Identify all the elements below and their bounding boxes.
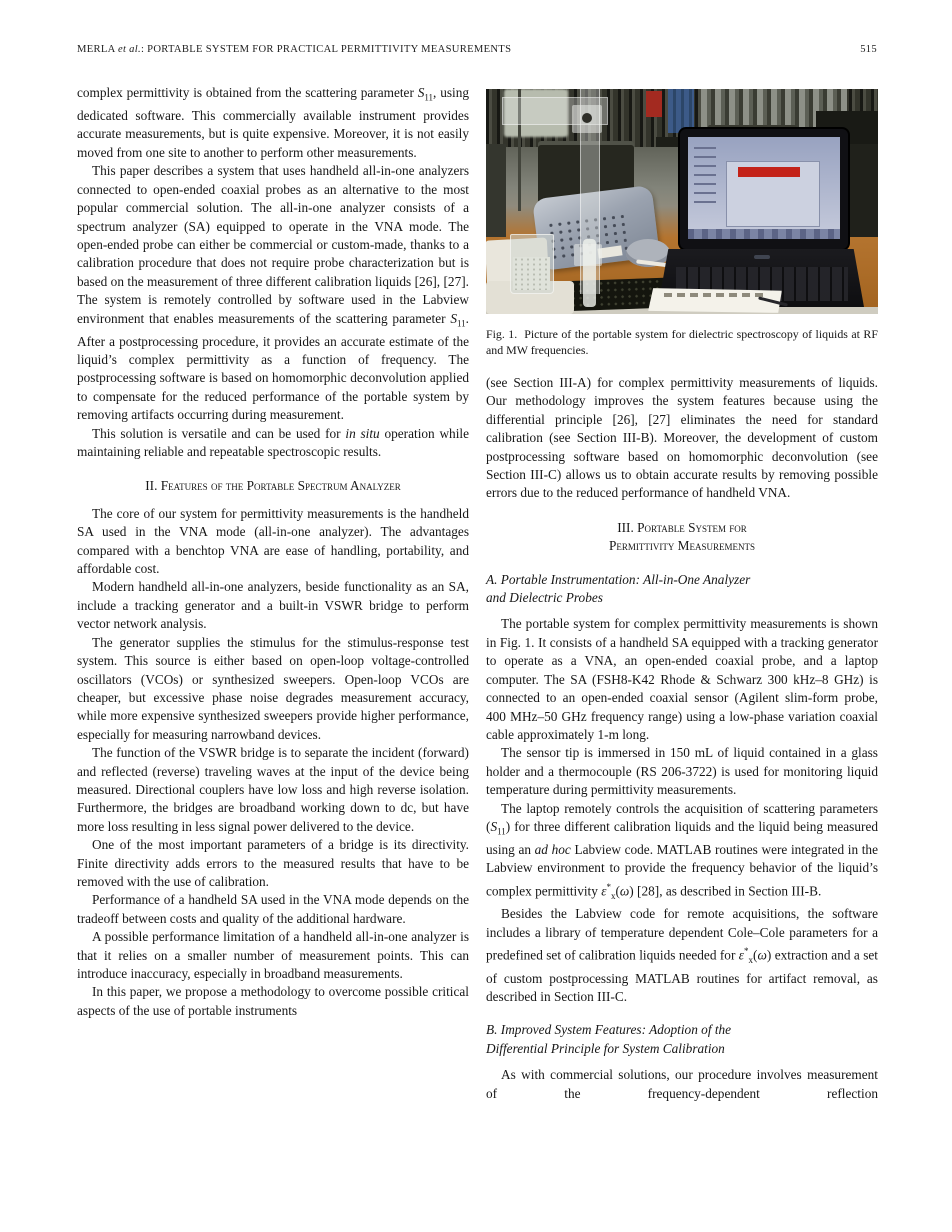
paragraph: In this paper, we propose a methodology to overcome possible critical aspects of the use of portable instruments [77,984,469,1018]
liquid-sample [513,257,550,290]
paragraph: This solution is versatile and can be used for in situ operation while maintaining reliable and repeatable spectroscopic results. [77,425,469,460]
paragraph: The portable system for complex permittivity measurements is shown in Fig. 1. It consists of a handheld SA equipped with a tracking generator to operate as a VNA, an open-ended coaxial probe, and a laptop computer. The SA (FSH8-K42 Rhode & Schwarz 300 kHz–8 GHz) is connected to an open-ended coaxial sensor (Agilent slim-form probe, 400 MHz–50 GHz frequency range) using a low-phase variation coaxial cable approximately 1-m long. [486,616,878,742]
subsection-a-line-2: and Dielectric Probes [486,590,603,606]
subsection-b-heading [486,1021,878,1058]
paragraph: The generator supplies the stimulus for the stimulus-response test system. This source is either based on open-loop voltage-controlled oscillators (VCOs) or synthesized sweepers. Open-loop VCOs are cheaper, but excessive phase noise degrades measurement accuracy, while more expensive synthesized sweepers provide higher performance, especially for measuring narrowband devices. [77,634,469,742]
blue-book-spines [668,89,694,133]
taskbar [688,229,840,239]
section-heading-2: II. Features of the Portable Spectrum Analyzer [145,478,401,494]
running-head [77,44,877,55]
paragraph: As with commercial solutions, our procedure involves measurement of the frequency-dependent reflection [486,1067,878,1101]
paragraph: This paper describes a system that uses handheld all-in-one analyzers connected to open-ended coaxial probes as an alternative to the most popular commercial solution. The all-in-one analyzer consists of a spectrum analyzer (SA) equipped to operate in the VNA mode. The open-ended probe can either be commercial or custom-made, thanks to a calibration procedure that does not require probe characterization but is based on the measurement of three different calibration liquids [26], [27]. The system is remotely controlled by software used in the Labview environment that enables measurements of the scattering parameter $S_{11}$. After a postprocessing procedure, it provides an accurate estimate of the liquid’s complex permittivity as a function of frequency. The postprocessing software is based on homomorphic deconvolution applied to compensate for the reduced performance of the portable system by removing artifacts occurring during measurement. [77,163,469,423]
paragraph: The core of our system for permittivity measurements is the handheld SA used in the VNA mode (all-in-one analyzer). The advantages compared with a benchtop VNA are ease of handling, portability, and affordable cost. [77,505,469,577]
paragraph: One of the most important parameters of a bridge is its directivity. Finite directivity adds errors to the measured results that have to be removed with the use of calibration. [77,837,469,889]
paragraph: A possible performance limitation of a handheld all-in-one analyzer is that it relies on a smaller number of measurement points. This can introduce inaccuracy, especially in broadband measurements. [77,929,469,981]
figure-label: Fig. 1. [486,327,518,341]
handwriting [664,293,764,297]
red-book-spine [646,91,662,117]
paragraph: (see Section III-A) for complex permittivity measurements of liquids. Our methodology improves the system features because using the differential principle [26], [27] eliminates the need for standard calibration (see Section III-B). Moreover, the development of custom postprocessing software based on homomorphic deconvolution (see Section III-C) allows us to obtain accurate results by removing possible errors due to the reduced performance of handheld VNA. [486,375,878,501]
subsection-a-line-1: A. Portable Instrumentation: All-in-One Analyzer [486,571,751,587]
figure-1-caption [486,327,878,358]
red-status-bar [738,167,800,177]
left-equipment [486,144,506,239]
right-equipment [844,144,878,244]
paragraph: Performance of a handheld SA used in the VNA mode depends on the tradeoff between costs and quality of the additional hardware. [77,892,469,926]
page-number: 515 [860,44,877,55]
right-column [486,84,878,1103]
paragraph: The function of the VSWR bridge is to separate the incident (forward) and reflected (reverse) traveling waves at the input of the device being measured. Directional couplers have low loss and high reverse isolation. Furthermore, the bridges are broadband working down to dc, but have more loss resulting in less signal power delivered to the device. [77,745,469,834]
section-3-line-2: Permittivity Measurements [608,538,756,554]
paragraph: The laptop remotely controls the acquisition of scattering parameters $(S_{11})$ for three different calibration liquids and the liquid being measured using an ad hoc Labview code. MATLAB routines were integrated in the Labview environment to provide the frequency behavior of the liquid’s complex permittivity $\varepsilon^*_x(\omega)$ [28], as described in Section III-B. [486,800,878,901]
section-heading-3 [486,519,878,556]
software-sidebar [694,147,716,203]
paragraph: Besides the Labview code for remote acquisitions, the software includes a library of temperature dependent Cole–Cole parameters for a predefined set of calibration liquids needed for $\varepsilon^*_x(\omega)$ extraction and a set of custom postprocessing MATLAB routines for artifact removal, as described in Section III-C. [486,906,878,1004]
figure-1-photo [486,89,878,314]
running-title: MERLA et al.: PORTABLE SYSTEM FOR PRACTICAL PERMITTIVITY MEASUREMENTS [77,44,512,55]
left-column [77,84,469,1020]
subsection-b-line-1: B. Improved System Features: Adoption of the [486,1022,732,1038]
section-3-line-1: III. Portable System for [617,519,747,535]
paragraph: complex permittivity is obtained from the scattering parameter $S_{11}$, using dedicated software. This commercially available instrument provides accurate measurements, but is quite expensive. Moreover, it is not easily moved from one site to another to perform other measurements. [77,85,470,160]
paragraph: Modern handheld all-in-one analyzers, beside functionality as an SA, include a tracking generator and a built-in VSWR bridge to perform vector network analysis. [77,579,469,632]
figure-caption-text: Picture of the portable system for dielectric spectroscopy of liquids at RF and MW frequencies. [486,327,878,357]
paragraph: The sensor tip is immersed in 150 mL of liquid contained in a glass holder and a thermocouple (RS 206-3722) is used for monitoring liquid temperature during permittivity measurements. [486,745,878,798]
subsection-a-heading [486,571,878,608]
subsection-b-line-2: Differential Principle for System Calibration [486,1040,725,1056]
probe-tip [583,239,596,307]
clamp-knob [582,113,592,123]
laptop-logo [754,255,770,259]
